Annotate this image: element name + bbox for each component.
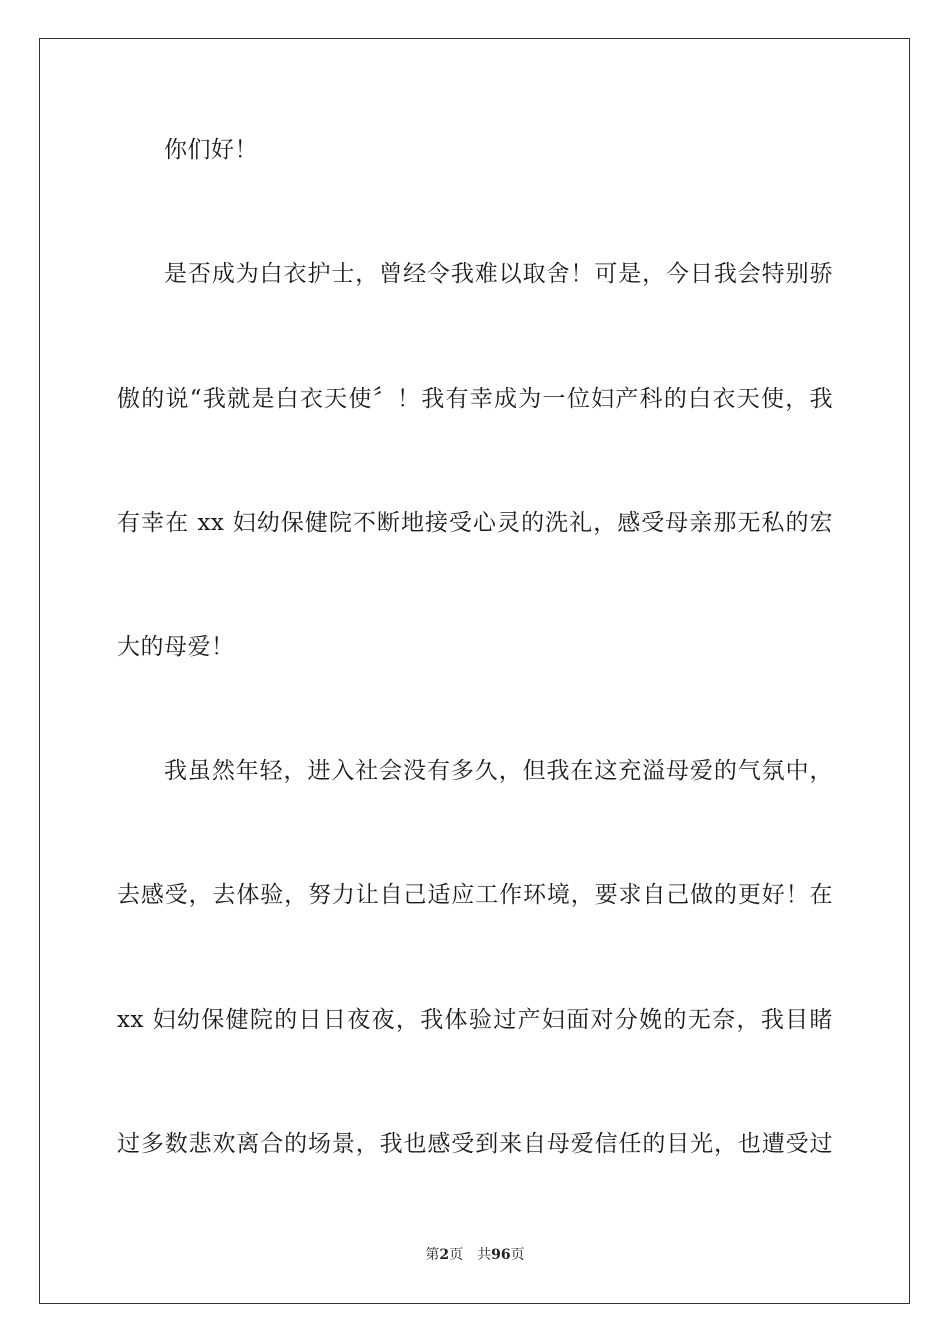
paragraph-1-line-4: 大的母爱！ [117, 634, 235, 660]
page-suffix: 页 [449, 1247, 464, 1263]
total-prefix: 共 [477, 1247, 492, 1263]
paragraph-1-line-3: 有幸在 xx 妇幼保健院不断地接受心灵的洗礼，感受母亲那无私的宏 [117, 510, 833, 536]
total-pages: 96 [491, 1247, 511, 1263]
page-footer [0, 1246, 950, 1264]
greeting-line: 你们好！ [164, 137, 258, 163]
page-prefix: 第 [425, 1247, 440, 1263]
paragraph-1-line-1: 是否成为白衣护士，曾经令我难以取舍！可是，今日我会特别骄 [164, 261, 833, 287]
paragraph-2-line-4: 过多数悲欢离合的场景，我也感受到来自母爱信任的目光，也遭受过 [117, 1131, 833, 1157]
paragraph-1-line-2: 傲的说“我就是白衣天使〞！我有幸成为一位妇产科的白衣天使，我 [117, 386, 833, 412]
paragraph-2-line-1: 我虽然年轻，进入社会没有多久，但我在这充溢母爱的气氛中， [164, 758, 833, 784]
total-suffix: 页 [510, 1247, 525, 1263]
page-number: 2 [439, 1247, 450, 1263]
paragraph-2-line-2: 去感受，去体验，努力让自己适应工作环境，要求自己做的更好！在 [117, 882, 833, 908]
page-frame [39, 38, 910, 1304]
paragraph-2-line-3: xx 妇幼保健院的日日夜夜，我体验过产妇面对分娩的无奈，我目睹 [117, 1007, 833, 1033]
